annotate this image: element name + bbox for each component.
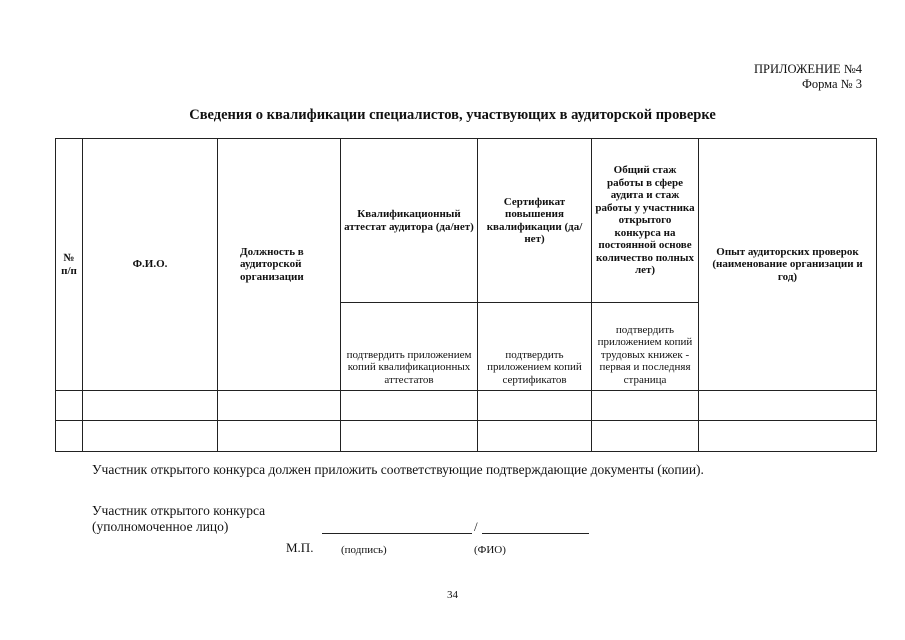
participant-label: Участник открытого конкурса [92, 503, 266, 518]
table-cell [699, 391, 877, 421]
table-cell [56, 391, 83, 421]
table-cell [218, 391, 341, 421]
document-title: Сведения о квалификации специалистов, участвующих в аудиторской проверке [189, 107, 716, 123]
signature-separator: / [474, 519, 478, 534]
header-fio: Ф.И.О. [83, 139, 218, 391]
participant-block [92, 503, 265, 535]
table-row [56, 421, 877, 452]
name-line [482, 533, 589, 534]
table-cell [83, 421, 218, 452]
documents-note: Участник открытого конкурса должен приложить соответствующие подтверждающие документы (копии). [92, 462, 704, 477]
header-audits: Опыт аудиторских проверок (наименование организации и год) [699, 139, 877, 391]
table-cell [341, 391, 478, 421]
table-cell [592, 391, 699, 421]
signature-line [322, 533, 472, 534]
authorized-person-label: (уполномоченное лицо) [92, 519, 229, 534]
stamp-place-label: М.П. [286, 540, 314, 555]
qualification-table [55, 138, 877, 452]
appendix-header [754, 62, 862, 92]
header-certificate: Сертификат повышения квалификации (да/нет) [478, 139, 592, 303]
table-cell [699, 421, 877, 452]
form-label: Форма № 3 [802, 77, 862, 91]
table-cell [478, 421, 592, 452]
note-attestat: подтвердить приложением копий квалификационных аттестатов [341, 303, 478, 391]
note-certificate: подтвердить приложением копий сертификатов [478, 303, 592, 391]
header-attestat: Квалификационный аттестат аудитора (да/нет) [341, 139, 478, 303]
note-experience: подтвердить приложением копий трудовых книжек - первая и последняя страница [592, 303, 699, 391]
table-cell [341, 421, 478, 452]
table-cell [56, 421, 83, 452]
header-position: Должность в аудиторской организации [218, 139, 341, 391]
table-cell [83, 391, 218, 421]
header-experience: Общий стаж работы в сфере аудита и стаж работы у участника открытого конкурса на постоянной основе количество полных лет) [592, 139, 699, 303]
table-row [56, 391, 877, 421]
appendix-label: ПРИЛОЖЕНИЕ №4 [753, 62, 862, 76]
page-number: 34 [447, 589, 458, 601]
header-num: № п/п [56, 139, 83, 391]
signature-caption: (подпись) [341, 544, 387, 556]
table-cell [592, 421, 699, 452]
table-cell [218, 421, 341, 452]
table-cell [478, 391, 592, 421]
name-caption: (ФИО) [474, 544, 506, 556]
